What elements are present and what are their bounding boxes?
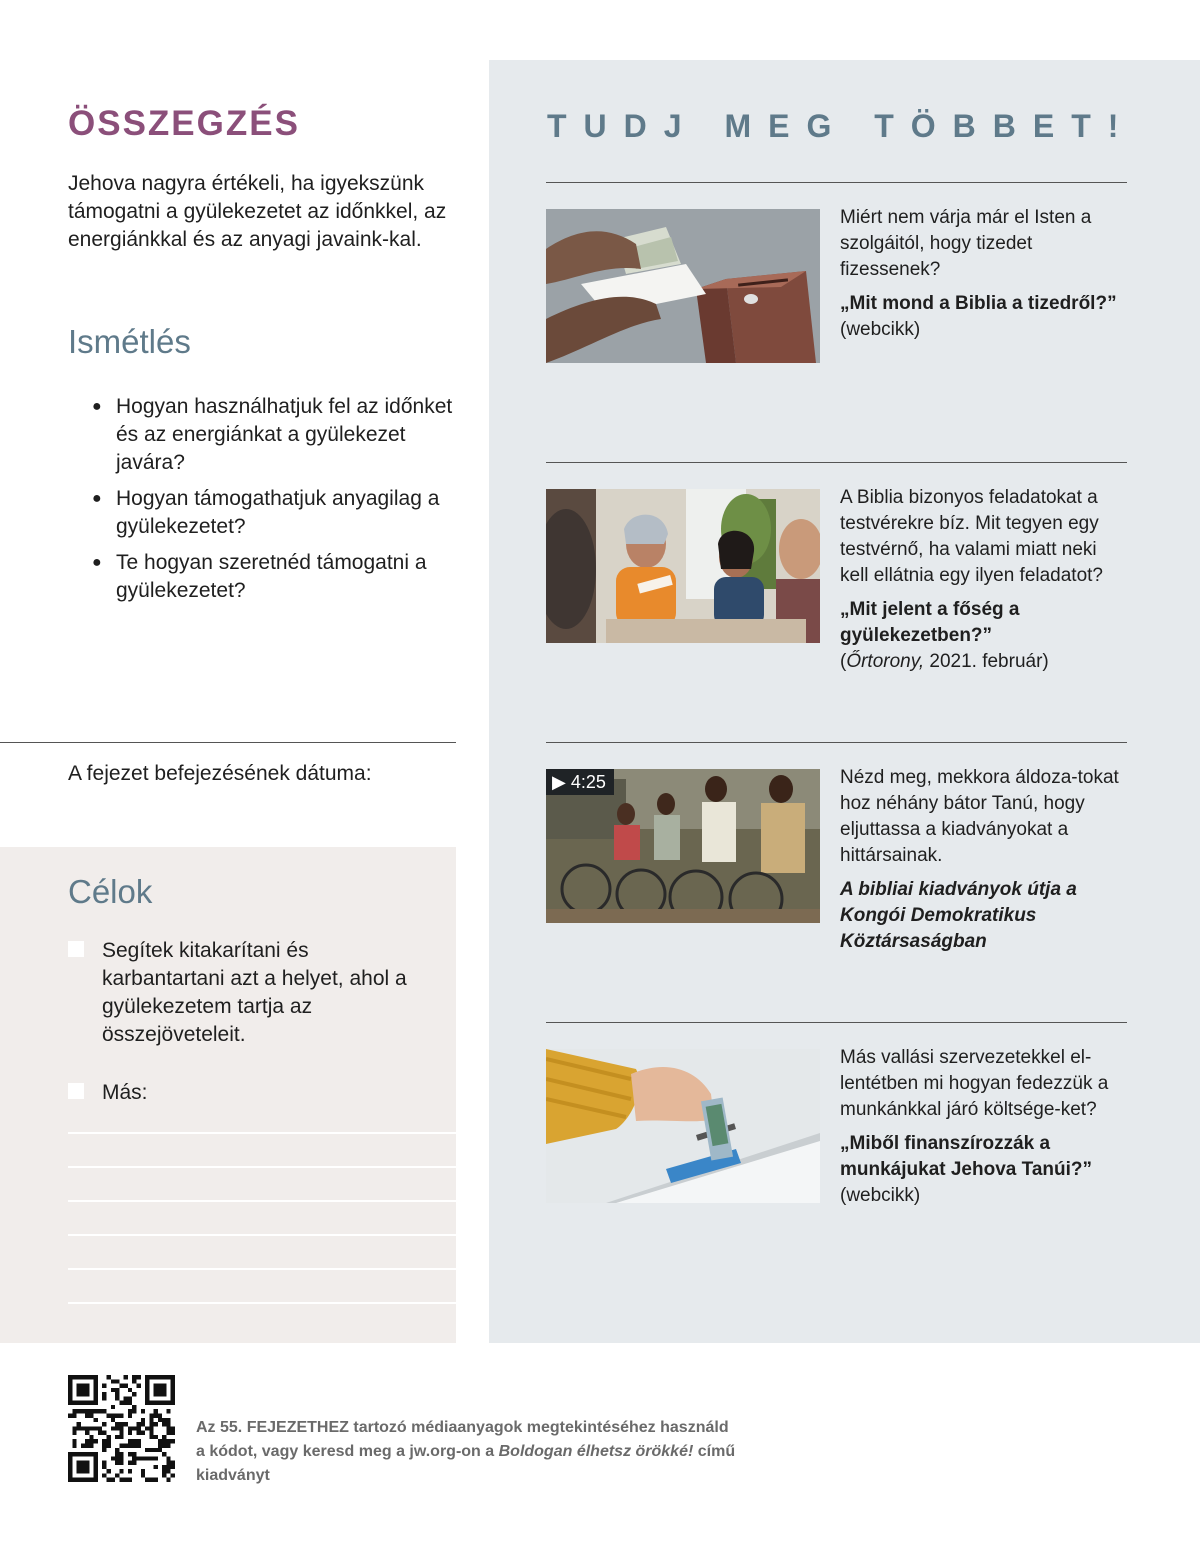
donation-slot-image[interactable] bbox=[546, 1049, 820, 1203]
qr-code-icon[interactable] bbox=[68, 1375, 175, 1482]
checkbox-icon[interactable] bbox=[68, 1083, 84, 1099]
bullet-icon: ● bbox=[92, 554, 102, 571]
reference-note: (Őrtorony, 2021. február) bbox=[840, 651, 1049, 672]
goals-title: Célok bbox=[68, 873, 153, 910]
review-question: ● Hogyan használhatjuk fel az időnket és az energiánkat a gyülekezet javára? bbox=[92, 395, 453, 474]
review-title: Ismétlés bbox=[68, 323, 191, 360]
review-list bbox=[92, 393, 472, 613]
offering-envelope-image[interactable] bbox=[546, 209, 820, 363]
checkbox-icon[interactable] bbox=[68, 941, 84, 957]
summary-text: Jehova nagyra értékeli, ha igyekszünk támogatni a gyülekezetet az időnkkel, az energiánkkal és az anyagi javaink-kal. bbox=[68, 172, 447, 251]
review-question: ● Te hogyan szeretnéd támogatni a gyülekezetet? bbox=[92, 551, 427, 602]
learn-item-description: Nézd meg, mekkora áldoza-tokat hoz néhány bátor Tanú, hogy eljuttassa a kiadványokat a hittársainak. bbox=[840, 767, 1119, 866]
learn-more-title: TUDJ MEG TÖBBET! bbox=[547, 108, 1136, 144]
learn-item bbox=[840, 1045, 1130, 1209]
play-button[interactable] bbox=[546, 769, 614, 795]
divider bbox=[0, 742, 456, 743]
divider bbox=[546, 462, 1127, 463]
reference-note: (webcikk) bbox=[840, 319, 921, 340]
learn-more-panel bbox=[489, 60, 1200, 1343]
video-duration: 4:25 bbox=[570, 772, 606, 792]
writing-line[interactable] bbox=[68, 1200, 456, 1202]
learn-item bbox=[840, 765, 1130, 955]
writing-line[interactable] bbox=[68, 1234, 456, 1236]
writing-line[interactable] bbox=[68, 1268, 456, 1270]
women-bible-study-image[interactable] bbox=[546, 489, 820, 643]
learn-item bbox=[840, 205, 1130, 343]
writing-line[interactable] bbox=[68, 1166, 456, 1168]
play-icon[interactable]: ▶ bbox=[552, 772, 566, 792]
video-thumbnail[interactable] bbox=[546, 769, 820, 923]
bullet-icon: ● bbox=[92, 490, 102, 507]
writing-line[interactable] bbox=[68, 1302, 456, 1304]
completion-date-label: A fejezet befejezésének dátuma: bbox=[68, 762, 372, 785]
learn-item-description: Más vallási szervezetekkel el-lentétben mi hogyan fedezzük a munkánkkal járó költsége-ket? bbox=[840, 1047, 1109, 1120]
article-link[interactable]: „Mit mond a Biblia a tizedről?” bbox=[840, 293, 1117, 314]
footer-instructions: Az 55. FEJEZETHEZ tartozó médiaanyagok megtekintéséhez használd a kódot, vagy keresd meg a jw.org-on a Boldogan élhetsz örökké! című kiadványt bbox=[196, 1419, 736, 1484]
goal-item[interactable]: Segítek kitakarítani és karbantartani azt a helyet, ahol a gyülekezetem tartja az összejöveteleit. bbox=[68, 937, 428, 1049]
article-link[interactable]: „Mit jelent a főség a gyülekezetben?” bbox=[840, 599, 1020, 646]
learn-item bbox=[840, 485, 1130, 675]
goal-item-other[interactable]: Más: bbox=[68, 1079, 428, 1107]
reference-note: (webcikk) bbox=[840, 1185, 921, 1206]
divider bbox=[546, 1022, 1127, 1023]
divider bbox=[546, 742, 1127, 743]
divider bbox=[546, 182, 1127, 183]
video-link[interactable]: A bibliai kiadványok útja a Kongói Demokratikus Köztársaságban bbox=[840, 879, 1077, 952]
bullet-icon: ● bbox=[92, 398, 102, 415]
review-question: ● Hogyan támogathatjuk anyagilag a gyülekezetet? bbox=[92, 487, 440, 538]
goals-section bbox=[0, 847, 456, 1343]
learn-item-reference[interactable] bbox=[840, 291, 1130, 343]
summary-title: ÖSSZEGZÉS bbox=[68, 104, 300, 143]
learn-item-description: A Biblia bizonyos feladatokat a testvérekre bíz. Mit tegyen egy testvérnő, ha valami miatt neki kell ellátnia egy ilyen feladatot? bbox=[840, 487, 1104, 586]
article-link[interactable]: „Miből finanszírozzák a munkájukat Jehova Tanúi?” bbox=[840, 1133, 1092, 1180]
writing-line[interactable] bbox=[68, 1132, 456, 1134]
learn-item-description: Miért nem várja már el Isten a szolgáitól, hogy tizedet fizessenek? bbox=[840, 207, 1092, 280]
